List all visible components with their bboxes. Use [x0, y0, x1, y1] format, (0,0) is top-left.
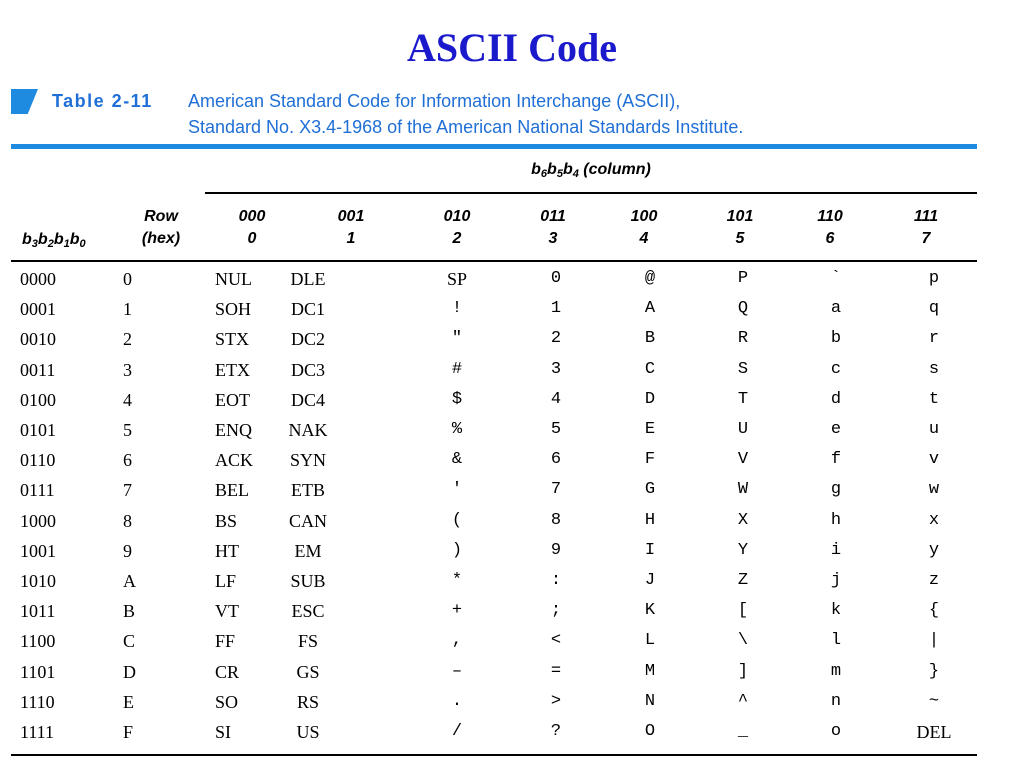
ascii-cell: NUL — [215, 269, 252, 289]
ascii-cell: \ — [737, 631, 749, 650]
ascii-cell: 4 — [550, 390, 562, 409]
ascii-cell: FF — [215, 631, 236, 651]
bottom-rule — [11, 754, 977, 756]
ascii-cell: LF — [215, 571, 237, 591]
ascii-cell: r — [928, 329, 940, 348]
ascii-cell: # — [451, 360, 463, 379]
ascii-cell: SYN — [289, 450, 327, 470]
ascii-cell: ( — [451, 511, 463, 530]
row-bits-cell: 0010 — [20, 329, 56, 349]
row-hex-cell: 1 — [123, 299, 132, 319]
ascii-cell: EM — [294, 541, 322, 561]
ascii-cell: 7 — [550, 480, 562, 499]
caption-line-1: American Standard Code for Information Interchange (ASCII), — [188, 91, 681, 111]
ascii-cell: f — [830, 450, 842, 469]
ascii-cell: I — [644, 541, 656, 560]
ascii-cell: / — [451, 722, 463, 741]
ascii-cell: y — [928, 541, 940, 560]
ascii-cell: , — [451, 631, 463, 650]
ascii-cell: d — [830, 390, 842, 409]
column-header-num: 4 — [639, 230, 649, 247]
column-header-num: 2 — [452, 230, 462, 247]
ascii-cell: ' — [451, 480, 463, 499]
ascii-cell: ? — [550, 722, 562, 741]
ascii-cell: X — [737, 511, 749, 530]
ascii-cell: DC1 — [290, 299, 326, 319]
ascii-cell: } — [928, 662, 940, 681]
header-rule — [11, 260, 977, 262]
ascii-cell: K — [644, 601, 656, 620]
ascii-cell: J — [644, 571, 656, 590]
ascii-cell: e — [830, 420, 842, 439]
row-hex-cell: A — [123, 571, 136, 591]
ascii-cell: Y — [737, 541, 749, 560]
ascii-cell: ESC — [291, 601, 325, 621]
ascii-cell: 9 — [550, 541, 562, 560]
row-hex-cell: 2 — [123, 329, 132, 349]
ascii-cell: DLE — [290, 269, 326, 289]
ascii-cell: N — [644, 692, 656, 711]
ascii-cell: q — [928, 299, 940, 318]
column-header-num: 1 — [346, 230, 356, 247]
row-hex-cell: 0 — [123, 269, 132, 289]
row-hex-cell: 7 — [123, 480, 132, 500]
ascii-cell: ) — [451, 541, 463, 560]
ascii-cell: { — [928, 601, 940, 620]
ascii-cell: R — [737, 329, 749, 348]
ascii-cell: EOT — [215, 390, 250, 410]
ascii-cell: s — [928, 360, 940, 379]
ascii-cell: m — [830, 662, 842, 681]
ascii-cell: k — [830, 601, 842, 620]
ascii-cell: ~ — [928, 692, 940, 711]
ascii-cell: x — [928, 511, 940, 530]
ascii-cell: 8 — [550, 511, 562, 530]
column-header-bits: 110 — [817, 208, 843, 225]
ascii-cell: L — [644, 631, 656, 650]
row-bits-cell: 0011 — [20, 360, 56, 380]
row-bits-cell: 0000 — [20, 269, 56, 289]
ascii-cell: z — [928, 571, 940, 590]
ascii-cell: CR — [215, 662, 240, 682]
ascii-cell: ACK — [215, 450, 254, 470]
row-hex-cell: 3 — [123, 360, 132, 380]
ascii-cell: GS — [296, 662, 320, 682]
row-hex-cell: 4 — [123, 390, 132, 410]
ascii-cell: STX — [215, 329, 250, 349]
ascii-cell: B — [644, 329, 656, 348]
ascii-cell: 2 — [550, 329, 562, 348]
ascii-cell: $ — [451, 390, 463, 409]
row-hex-cell: 8 — [123, 511, 132, 531]
ascii-cell: HT — [215, 541, 239, 561]
ascii-cell: ETB — [291, 480, 325, 500]
row-bits-cell: 1101 — [20, 662, 56, 682]
column-header-bits: 111 — [913, 208, 939, 225]
ascii-cell: l — [830, 631, 842, 650]
ascii-cell: FS — [297, 631, 319, 651]
ascii-cell: . — [451, 692, 463, 711]
ascii-cell: n — [830, 692, 842, 711]
row-hex-cell: F — [123, 722, 134, 742]
ascii-cell: ] — [737, 662, 749, 681]
ascii-cell: p — [928, 269, 940, 288]
ascii-cell: ENQ — [215, 420, 252, 440]
ascii-cell: VT — [215, 601, 239, 621]
caption-line-2: Standard No. X3.4-1968 of the American National Standards Institute. — [188, 117, 744, 137]
ascii-cell: SI — [215, 722, 232, 742]
ascii-cell: = — [550, 662, 562, 681]
ascii-cell: + — [451, 601, 463, 620]
row-hex-cell: B — [123, 601, 136, 621]
ascii-cell: Z — [737, 571, 749, 590]
ascii-cell: * — [451, 571, 463, 590]
ascii-cell: o — [830, 722, 842, 741]
ascii-cell: A — [644, 299, 656, 318]
column-header-bits: 011 — [540, 208, 566, 225]
ascii-cell: ^ — [737, 692, 749, 711]
ascii-cell: @ — [644, 269, 656, 288]
column-header-bits: 100 — [630, 208, 658, 225]
ascii-cell: : — [550, 571, 562, 590]
ascii-cell: " — [451, 329, 463, 348]
caption-rule — [11, 144, 977, 149]
ascii-cell: % — [451, 420, 463, 439]
column-header-num: 6 — [825, 230, 835, 247]
ascii-cell: CAN — [288, 511, 328, 531]
ascii-cell: b — [830, 329, 842, 348]
ascii-cell: j — [830, 571, 842, 590]
ascii-cell: i — [830, 541, 842, 560]
ascii-cell: ETX — [215, 360, 250, 380]
ascii-cell: DC2 — [290, 329, 326, 349]
ascii-cell: W — [737, 480, 749, 499]
ascii-cell: SUB — [290, 571, 326, 591]
page-title: ASCII Code — [406, 25, 618, 70]
row-hex-cell: 9 — [123, 541, 132, 561]
ascii-cell: Q — [737, 299, 749, 318]
ascii-cell: H — [644, 511, 656, 530]
bits-header: $b_3b_2b_1b_0$ — [22, 231, 86, 250]
column-header-bits: 010 — [443, 208, 471, 225]
row-header-1: Row — [144, 208, 178, 225]
ascii-cell: t — [928, 390, 940, 409]
column-group-rule — [205, 192, 977, 194]
row-hex-cell: C — [123, 631, 136, 651]
ascii-cell: u — [928, 420, 940, 439]
ascii-cell: M — [644, 662, 656, 681]
ascii-cell: 6 — [550, 450, 562, 469]
ascii-cell: DC4 — [290, 390, 326, 410]
ascii-cell: F — [644, 450, 656, 469]
column-header-num: 5 — [735, 230, 745, 247]
column-header-num: 7 — [921, 230, 931, 247]
ascii-cell: DEL — [916, 722, 952, 742]
ascii-cell: 0 — [550, 269, 562, 288]
ascii-cell: O — [644, 722, 656, 741]
ascii-cell: SP — [446, 269, 468, 289]
row-hex-cell: 5 — [123, 420, 132, 440]
ascii-cell: | — [928, 631, 940, 650]
ascii-cell: w — [928, 480, 940, 499]
ascii-cell: g — [830, 480, 842, 499]
ascii-cell: G — [644, 480, 656, 499]
ascii-cell: < — [550, 631, 562, 650]
ascii-cell: US — [296, 722, 320, 742]
column-header-num: 0 — [247, 230, 257, 247]
ascii-cell: SOH — [215, 299, 252, 319]
ascii-cell: ! — [451, 299, 463, 318]
ascii-cell: P — [737, 269, 749, 288]
row-bits-cell: 1000 — [20, 511, 56, 531]
ascii-cell: DC3 — [290, 360, 326, 380]
ascii-cell: V — [737, 450, 749, 469]
ascii-cell: C — [644, 360, 656, 379]
ascii-cell: D — [644, 390, 656, 409]
ascii-cell: RS — [296, 692, 320, 712]
row-hex-cell: 6 — [123, 450, 132, 470]
caption-marker-icon — [11, 89, 38, 114]
ascii-cell: 3 — [550, 360, 562, 379]
row-bits-cell: 1111 — [20, 722, 54, 742]
row-bits-cell: 0110 — [20, 450, 56, 470]
ascii-cell: _ — [737, 722, 749, 741]
ascii-cell: & — [451, 450, 463, 469]
column-group-header — [205, 160, 977, 180]
ascii-cell: > — [550, 692, 562, 711]
ascii-cell: 1 — [550, 299, 562, 318]
column-header-bits: 001 — [337, 208, 365, 225]
ascii-cell: a — [830, 299, 842, 318]
column-header-bits: 101 — [726, 208, 754, 225]
ascii-cell: 5 — [550, 420, 562, 439]
row-bits-cell: 0111 — [20, 480, 55, 500]
column-header-num: 3 — [548, 230, 558, 247]
row-bits-cell: 1110 — [20, 692, 55, 712]
ascii-cell: – — [451, 662, 463, 681]
row-bits-cell: 0101 — [20, 420, 56, 440]
ascii-cell: E — [644, 420, 656, 439]
table-label: Table 2-11 — [52, 91, 153, 111]
ascii-cell: U — [737, 420, 749, 439]
ascii-cell: T — [737, 390, 749, 409]
row-hex-cell: D — [123, 662, 136, 682]
ascii-cell: c — [830, 360, 842, 379]
row-bits-cell: 0001 — [20, 299, 56, 319]
ascii-cell: BS — [215, 511, 238, 531]
ascii-cell: BEL — [215, 480, 249, 500]
row-bits-cell: 1001 — [20, 541, 56, 561]
column-header-bits: 000 — [238, 208, 266, 225]
ascii-cell: [ — [737, 601, 749, 620]
ascii-cell: h — [830, 511, 842, 530]
row-header-2: (hex) — [141, 230, 181, 247]
ascii-cell: NAK — [288, 420, 328, 440]
row-bits-cell: 1010 — [20, 571, 56, 591]
ascii-cell: ; — [550, 601, 562, 620]
row-bits-cell: 0100 — [20, 390, 56, 410]
ascii-cell: S — [737, 360, 749, 379]
ascii-cell: ` — [830, 269, 842, 288]
ascii-cell: SO — [215, 692, 239, 712]
row-bits-cell: 1100 — [20, 631, 56, 651]
column-group-label: $b_6b_5b_4$ (column) — [531, 161, 651, 180]
row-bits-cell: 1011 — [20, 601, 56, 621]
row-hex-cell: E — [123, 692, 134, 712]
ascii-cell: v — [928, 450, 940, 469]
